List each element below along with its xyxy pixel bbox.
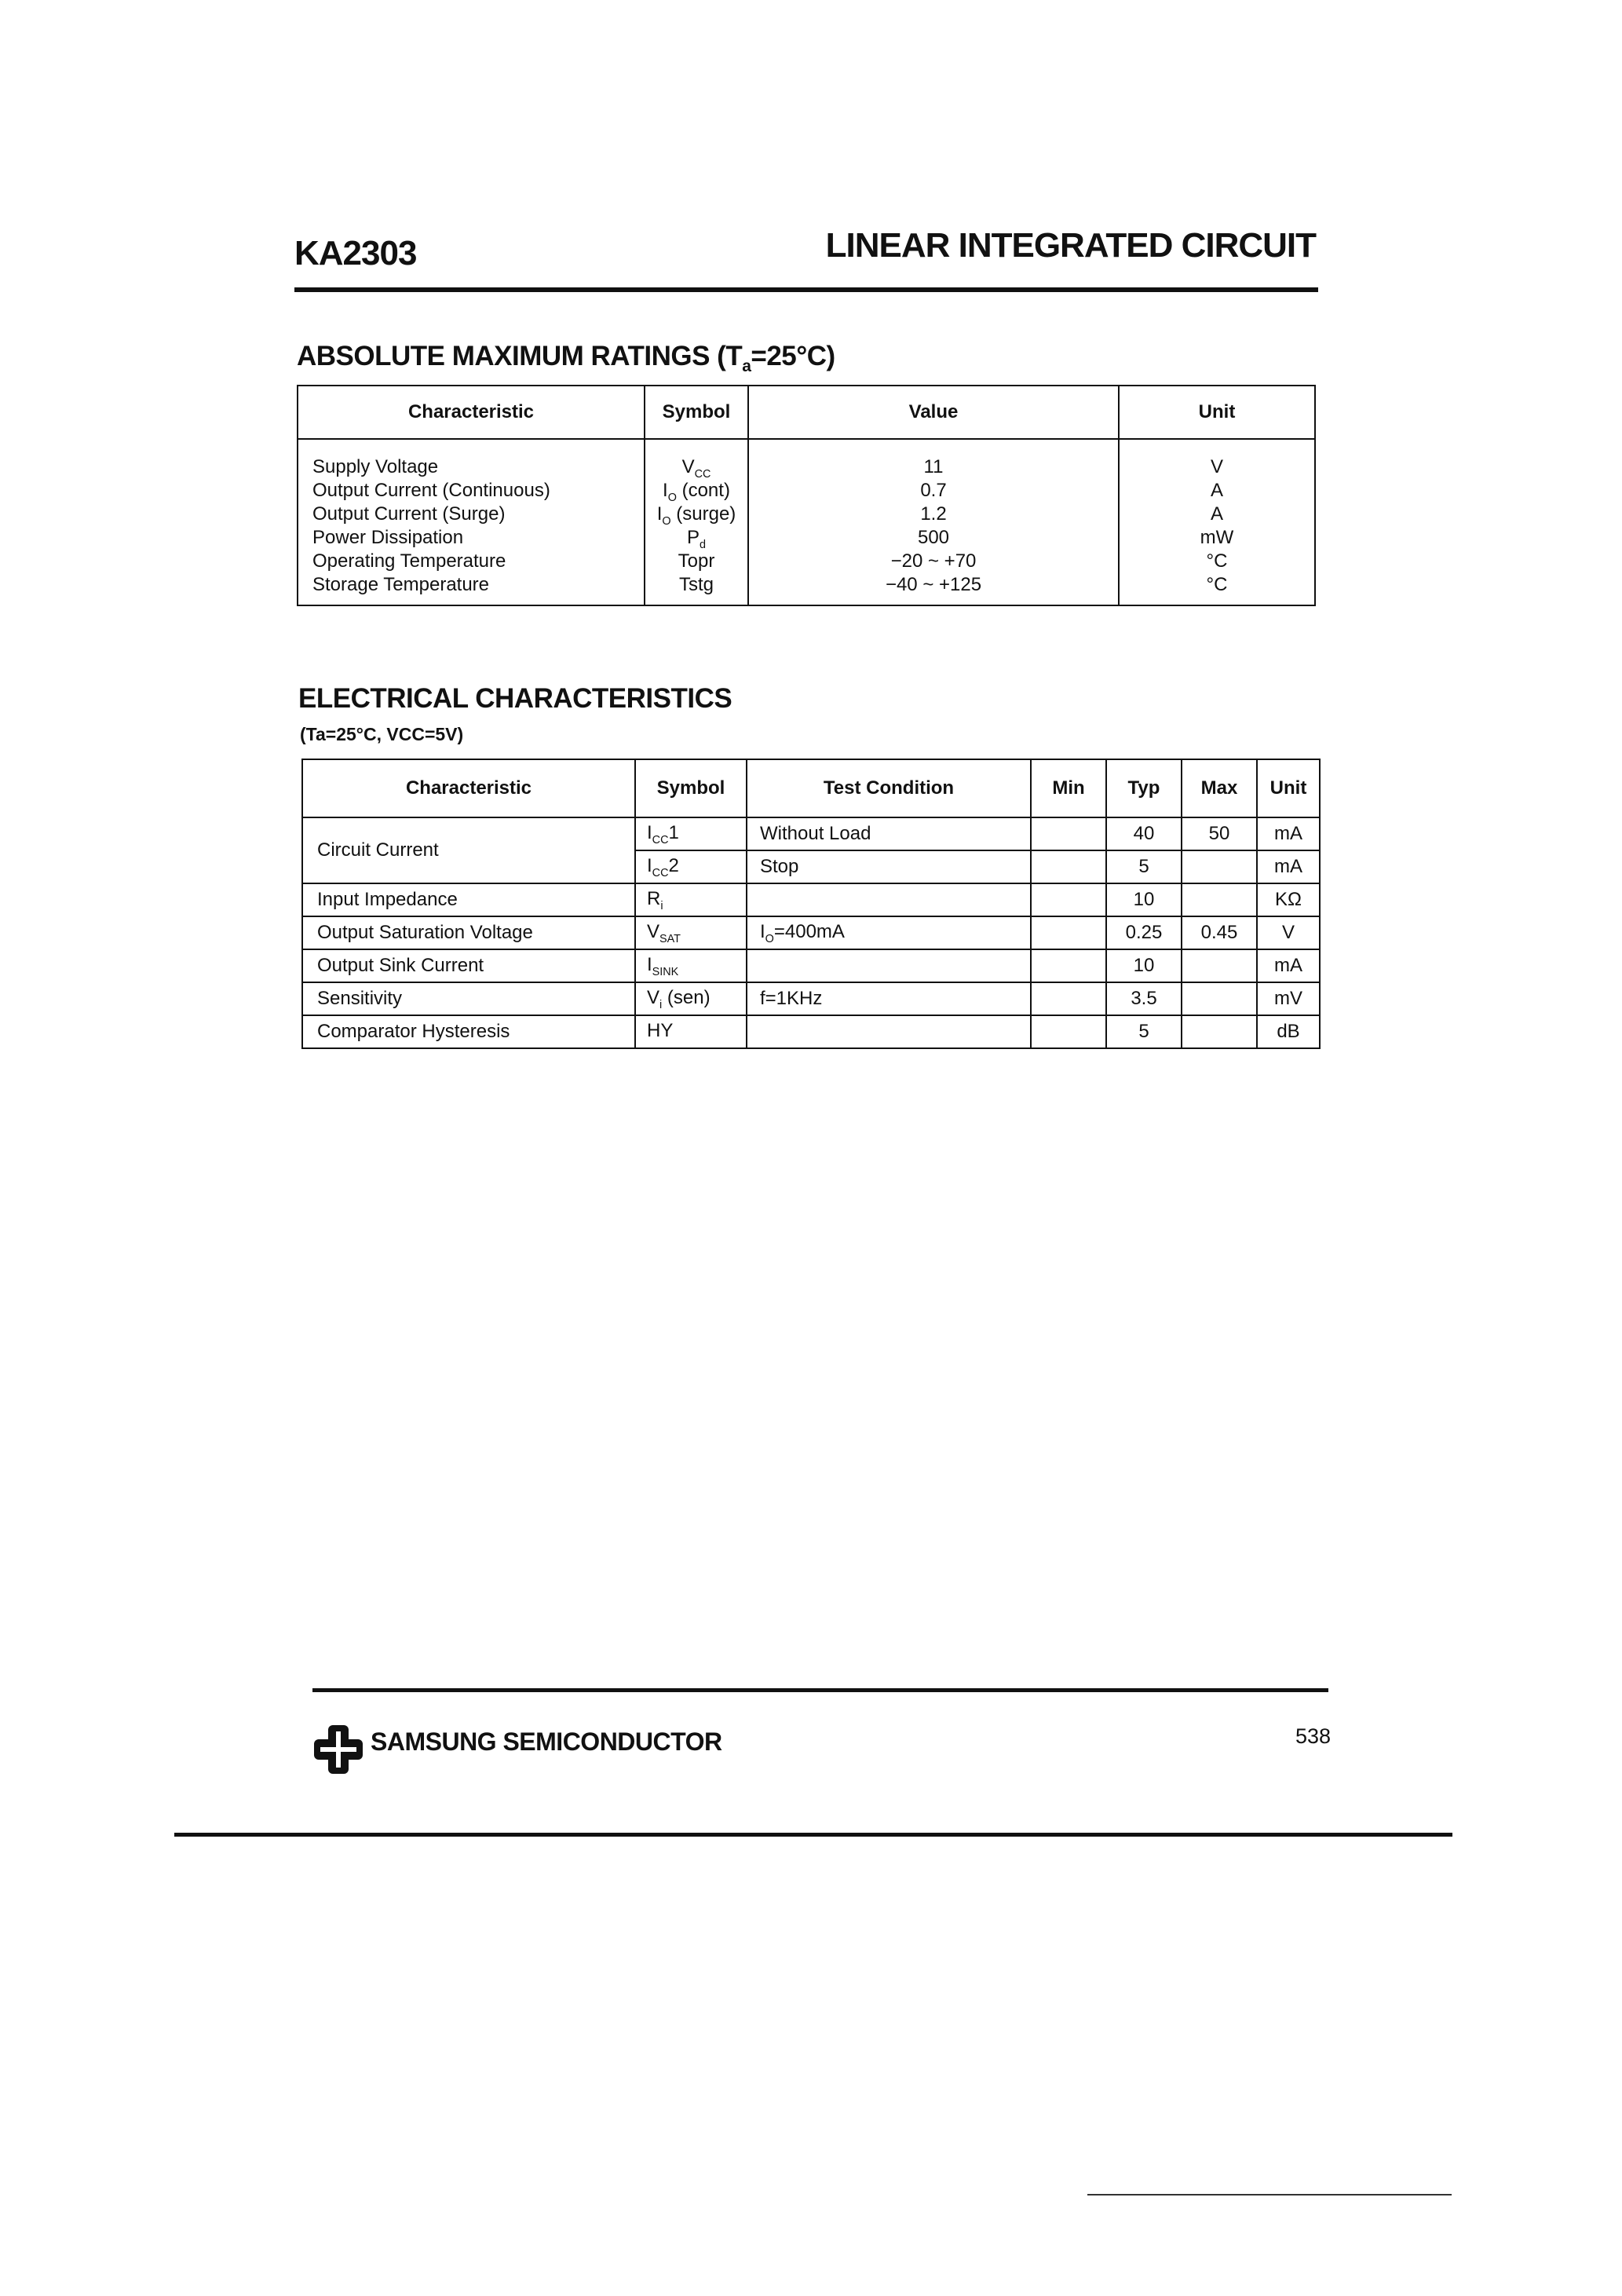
max-cell [1182, 949, 1257, 982]
condition-tail: =400mA [773, 920, 845, 942]
condition-cell [747, 982, 1031, 1015]
value-label: −40 ~ +125 [885, 574, 982, 595]
characteristic-cell: Input Impedance [302, 883, 635, 916]
max-cell [1182, 982, 1257, 1015]
header-unit: Unit [1257, 759, 1320, 817]
unit-cell: mA [1257, 949, 1320, 982]
min-cell [1031, 817, 1106, 850]
table-row [302, 916, 1320, 949]
symbol-column [645, 439, 748, 605]
unit-cell: mA [1257, 850, 1320, 883]
symbol-main: V [647, 920, 660, 942]
unit-cell: dB [1257, 1015, 1320, 1048]
characteristic-label: Supply Voltage [312, 456, 439, 477]
value-label: 0.7 [920, 480, 947, 501]
page-bottom-rule [174, 1833, 1452, 1837]
typ-cell: 5 [1106, 850, 1182, 883]
min-cell [1031, 949, 1106, 982]
header-rule [294, 287, 1318, 292]
condition-cell [747, 1015, 1031, 1048]
value-label: −20 ~ +70 [890, 550, 977, 572]
max-cell [1182, 1015, 1257, 1048]
characteristic-cell: Output Sink Current [302, 949, 635, 982]
symbol-cell [635, 949, 747, 982]
part-number: KA2303 [294, 234, 417, 272]
unit-column [1119, 439, 1315, 605]
unit-label: A [1210, 480, 1223, 501]
unit-label: mW [1200, 527, 1234, 548]
symbol-main: V [647, 986, 660, 1008]
characteristic-label: Power Dissipation [312, 527, 464, 548]
symbol-main: V [681, 456, 695, 477]
symbol-main: R [647, 887, 661, 909]
page-thin-rule [1087, 2194, 1452, 2195]
symbol-cell [635, 883, 747, 916]
characteristic-label: Output Current (Surge) [312, 503, 506, 525]
table-row [302, 982, 1320, 1015]
typ-cell: 40 [1106, 817, 1182, 850]
symbol-label [645, 503, 747, 526]
symbol-label [645, 573, 747, 597]
symbol-main: HY [647, 1019, 674, 1041]
symbol-tail: (sen) [662, 986, 711, 1008]
typ-cell: 3.5 [1106, 982, 1182, 1015]
characteristic-cell: Comparator Hysteresis [302, 1015, 635, 1048]
unit-label: V [1210, 456, 1223, 477]
condition-cell [747, 949, 1031, 982]
symbol-subscript: CC [694, 467, 711, 481]
characteristic-cell: Sensitivity [302, 982, 635, 1015]
table-row [302, 883, 1320, 916]
min-cell [1031, 850, 1106, 883]
symbol-subscript: d [700, 538, 707, 551]
elec-title: ELECTRICAL CHARACTERISTICS [298, 683, 732, 714]
symbol-label [645, 550, 747, 573]
unit-cell: KΩ [1257, 883, 1320, 916]
footer-rule [312, 1688, 1328, 1692]
characteristic-label: Storage Temperature [312, 574, 490, 595]
samsung-logo-icon [314, 1724, 363, 1775]
value-label: 500 [917, 527, 950, 548]
header-typ: Typ [1106, 759, 1182, 817]
unit-label: °C [1206, 550, 1228, 572]
typ-cell: 10 [1106, 883, 1182, 916]
abs-max-table [297, 385, 1316, 606]
condition-main: I [760, 920, 765, 942]
min-cell [1031, 883, 1106, 916]
characteristic-label: Output Current (Continuous) [312, 480, 550, 501]
value-label: 1.2 [920, 503, 947, 525]
symbol-main: Tstg [678, 574, 714, 595]
elec-table [301, 759, 1321, 1049]
brand-name: SAMSUNG SEMICONDUCTOR [371, 1727, 722, 1756]
header-characteristic: Characteristic [302, 759, 635, 817]
elec-conditions: (Ta=25°C, VCC=5V) [300, 724, 464, 744]
symbol-tail: (cont) [676, 480, 730, 501]
value-column [748, 439, 1119, 605]
unit-cell: V [1257, 916, 1320, 949]
characteristic-column [298, 439, 645, 605]
max-cell: 0.45 [1182, 916, 1257, 949]
min-cell [1031, 982, 1106, 1015]
symbol-label [645, 526, 747, 550]
condition-cell [747, 916, 1031, 949]
typ-cell: 5 [1106, 1015, 1182, 1048]
symbol-main: P [686, 527, 700, 548]
symbol-subscript: i [660, 899, 663, 912]
header-symbol: Symbol [635, 759, 747, 817]
symbol-subscript: O [662, 514, 671, 528]
value-label: 11 [923, 456, 944, 477]
table-row [302, 1015, 1320, 1048]
symbol-cell [635, 1015, 747, 1048]
symbol-cell [635, 916, 747, 949]
symbol-cell [635, 982, 747, 1015]
header-test-condition: Test Condition [747, 759, 1031, 817]
symbol-subscript: i [659, 998, 663, 1011]
header-value: Value [748, 386, 1119, 439]
header-characteristic: Characteristic [298, 386, 645, 439]
header-unit: Unit [1119, 386, 1315, 439]
symbol-label [645, 479, 747, 503]
condition-main: f=1KHz [760, 988, 823, 1009]
abs-max-title: ABSOLUTE MAXIMUM RATINGS $(T_a=25^\circ C)$ [297, 341, 835, 375]
unit-label: °C [1206, 574, 1228, 595]
characteristic-label: Operating Temperature [312, 550, 506, 572]
max-cell [1182, 883, 1257, 916]
max-cell [1182, 850, 1257, 883]
symbol-label [645, 455, 747, 479]
condition-cell: Stop [747, 850, 1031, 883]
typ-cell: 0.25 [1106, 916, 1182, 949]
header-min: Min [1031, 759, 1106, 817]
characteristic-cell: Circuit Current [302, 817, 635, 883]
abs-max-body-row [298, 439, 1315, 605]
symbol-cell: $I_{CC}1$ [635, 817, 747, 850]
condition-subscript: O [765, 932, 774, 945]
symbol-main: I [663, 480, 668, 501]
table-row [302, 949, 1320, 982]
header-max: Max [1182, 759, 1257, 817]
symbol-cell: $I_{CC}2$ [635, 850, 747, 883]
symbol-subscript: SINK [652, 965, 679, 978]
symbol-subscript: O [667, 491, 677, 504]
min-cell [1031, 916, 1106, 949]
table-row [302, 817, 1320, 850]
unit-cell: mA [1257, 817, 1320, 850]
condition-cell [747, 883, 1031, 916]
unit-label: A [1210, 503, 1223, 525]
symbol-tail: (surge) [670, 503, 736, 525]
symbol-main: I [647, 953, 652, 975]
page-number: 538 [1295, 1724, 1332, 1748]
unit-cell: mV [1257, 982, 1320, 1015]
max-cell: 50 [1182, 817, 1257, 850]
characteristic-cell: Output Saturation Voltage [302, 916, 635, 949]
header-symbol: Symbol [645, 386, 748, 439]
symbol-main: Topr [678, 550, 715, 572]
document-type: LINEAR INTEGRATED CIRCUIT [825, 226, 1316, 265]
symbol-subscript: SAT [659, 932, 681, 945]
condition-cell: Without Load [747, 817, 1031, 850]
min-cell [1031, 1015, 1106, 1048]
typ-cell: 10 [1106, 949, 1182, 982]
symbol-main: I [656, 503, 663, 525]
